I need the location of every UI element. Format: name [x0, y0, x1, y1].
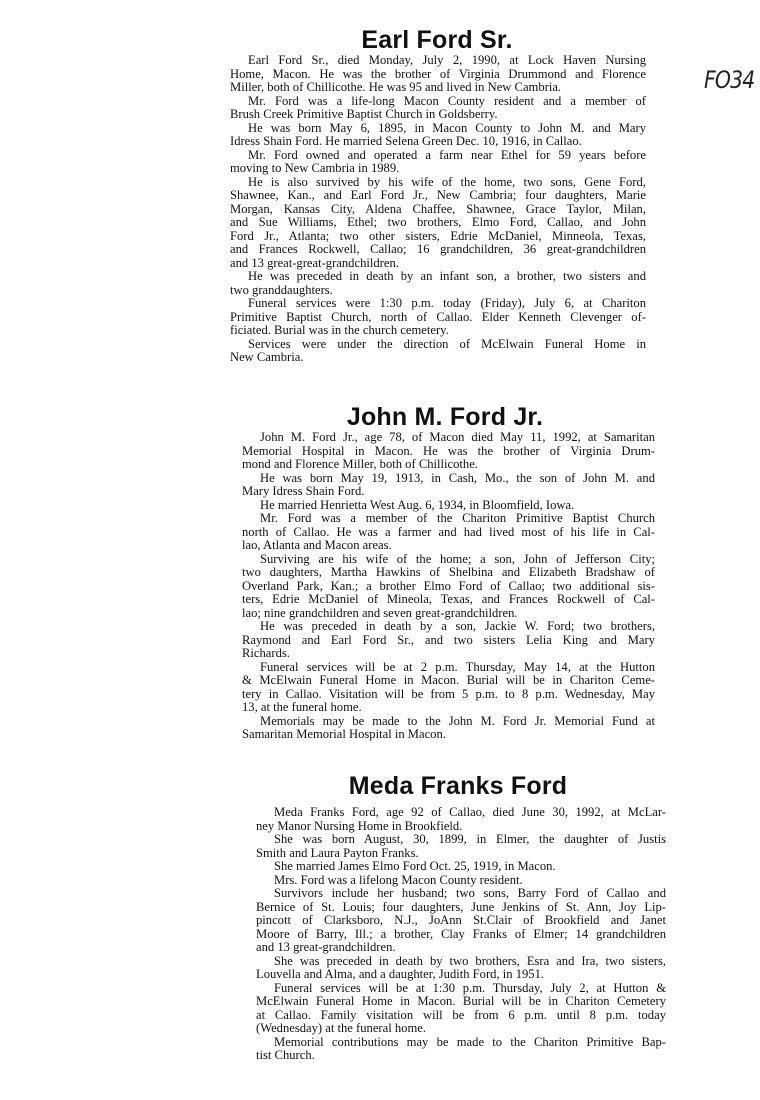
- text-line: Louvella and Alma, and a daughter, Judith Ford, in 1951.: [256, 968, 545, 981]
- text-line: Bernice of St. Louis; four daughters, June Jenkins of St. Ann, Joy Lip-: [256, 900, 666, 914]
- paragraph: [256, 887, 666, 955]
- obituary-body-john-ford: [242, 431, 655, 742]
- text-line: Funeral services will be at 2 p.m. Thursday, May 14, at the Hutton: [260, 660, 655, 674]
- text-line: Funeral services were 1:30 p.m. today (Friday), July 6, at Chariton: [248, 297, 646, 310]
- paragraph: [256, 874, 666, 888]
- paragraph: [256, 955, 666, 982]
- text-line: Miller, both of Chillicothe. He was 95 and lived in New Cambria.: [230, 81, 562, 94]
- text-line: 13, at the funeral home.: [242, 701, 362, 714]
- text-line: Raymond and Earl Ford Sr., and two sisters Lelia King and Mary: [242, 633, 655, 647]
- text-line: Primitive Baptist Church, north of Callao. Elder Kenneth Clevenger of-: [230, 310, 646, 324]
- text-line: lao; nine grandchildren and seven great-grandchildren.: [242, 606, 518, 620]
- paragraph: [256, 982, 666, 1036]
- text-line: He married Henrietta West Aug. 6, 1934, in Bloomfield, Iowa.: [260, 498, 575, 512]
- paragraph: [256, 806, 666, 833]
- text-line: She was preceded in death by two brothers, Esra and Ira, two sisters,: [274, 954, 666, 968]
- text-line: Mrs. Ford was a lifelong Macon County resident.: [274, 873, 523, 887]
- paragraph: [242, 472, 655, 499]
- text-line: Brush Creek Primitive Baptist Church in Goldsberry.: [230, 108, 498, 121]
- obituary-title-meda-ford: Meda Franks Ford: [348, 772, 568, 800]
- handwritten-file-code: FO34: [704, 66, 755, 94]
- text-line: McElwain Funeral Home in Macon. Burial will be in Chariton Cemetery: [256, 995, 666, 1008]
- paragraph: [230, 270, 646, 297]
- text-line: Ford Jr., Atlanta; two other sisters, Edrie McDaniel, Minneola, Texas,: [230, 229, 646, 243]
- paragraph: [230, 176, 646, 271]
- paragraph: [230, 338, 646, 365]
- text-line: north of Callao. He was a farmer and had lived most of his life in Cal-: [242, 525, 655, 539]
- text-line: Services were under the direction of McElwain Funeral Home in: [248, 337, 646, 351]
- text-line: ficiated. Burial was in the church cemetery.: [230, 324, 449, 337]
- paragraph: [242, 661, 655, 715]
- text-line: & McElwain Funeral Home in Macon. Burial will be in Chariton Ceme-: [242, 674, 655, 687]
- paragraph: [256, 1036, 666, 1063]
- text-line: Smith and Laura Payton Franks.: [256, 846, 419, 860]
- text-line: Mr. Ford owned and operated a farm near Ethel for 59 years before: [248, 148, 646, 162]
- text-line: Memorial contributions may be made to the Chariton Primitive Bap-: [274, 1035, 666, 1049]
- obituary-title-john-ford: John M. Ford Jr.: [346, 403, 544, 431]
- text-line: Overland Park, Kan.; a brother Elmo Ford of Callao; two additional sis-: [242, 579, 655, 593]
- text-line: Mr. Ford was a member of the Chariton Primitive Baptist Church: [260, 512, 655, 525]
- text-line: (Wednesday) at the funeral home.: [256, 1022, 426, 1035]
- text-line: She was born August, 30, 1899, in Elmer, the daughter of Justis: [274, 833, 666, 846]
- text-line: New Cambria.: [230, 351, 304, 364]
- text-line: Idress Shain Ford. He married Selena Green Dec. 10, 1916, in Callao.: [230, 135, 582, 148]
- text-line: He was born May 19, 1913, in Cash, Mo., the son of John M. and: [260, 471, 655, 485]
- text-line: ney Manor Nursing Home in Brookfield.: [256, 819, 463, 833]
- paragraph: [230, 122, 646, 149]
- text-line: He was preceded in death by an infant son, a brother, two sisters and: [248, 270, 646, 283]
- text-line: Morgan, Kansas City, Aldena Chaffee, Shawnee, Grace Taylor, Milan,: [230, 202, 646, 216]
- text-line: and Frances Rockwell, Callao; 16 grandchildren, 36 great-grandchildren: [230, 243, 646, 256]
- obituary-body-earl-ford: [230, 54, 646, 365]
- paragraph: [230, 95, 646, 122]
- text-line: moving to New Cambria in 1989.: [230, 162, 400, 175]
- paragraph: [256, 833, 666, 860]
- paragraph: [242, 431, 655, 472]
- text-line: Earl Ford Sr., died Monday, July 2, 1990, at Lock Haven Nursing: [248, 54, 646, 67]
- text-line: John M. Ford Jr., age 78, of Macon died May 11, 1992, at Samaritan: [260, 431, 655, 444]
- text-line: Home, Macon. He was the brother of Virginia Drummond and Florence: [230, 67, 646, 81]
- text-line: Surviving are his wife of the home; a son, John of Jefferson City;: [260, 552, 655, 566]
- text-line: He was born May 6, 1895, in Macon County to John M. and Mary: [248, 121, 646, 135]
- text-line: Shawnee, Kan., and Earl Ford Jr., New Cambria; four daughters, Marie: [230, 189, 646, 202]
- text-line: Memorials may be made to the John M. Ford Jr. Memorial Fund at: [260, 714, 655, 728]
- text-line: tist Church.: [256, 1049, 315, 1062]
- paragraph: [230, 297, 646, 338]
- text-line: pincott of Clarksboro, N.J., JoAnn St.Clair of Brookfield and Janet: [256, 914, 666, 927]
- paragraph: [230, 54, 646, 95]
- text-line: and Sue Williams, Ethel; two brothers, Elmo Ford, Callao, and John: [230, 216, 646, 229]
- text-line: Mr. Ford was a life-long Macon County resident and a member of: [248, 94, 646, 108]
- text-line: Survivors include her husband; two sons, Barry Ford of Callao and: [274, 887, 666, 900]
- text-line: and 13 great-great-grandchildren.: [230, 256, 399, 270]
- text-line: two granddaughters.: [230, 283, 333, 297]
- text-line: two daughters, Martha Hawkins of Shelbina and Elizabeth Bradshaw of: [242, 566, 655, 579]
- text-line: at Callao. Family visitation will be from 6 p.m. until 8 p.m. today: [256, 1008, 666, 1022]
- obituary-title-earl-ford: Earl Ford Sr.: [361, 26, 513, 54]
- paragraph: [242, 512, 655, 553]
- text-line: ters, Edrie McDaniel of Mineola, Texas, and Frances Rockwell of Cal-: [242, 593, 655, 606]
- text-line: Memorial Hospital in Macon. He was the brother of Virginia Drum-: [242, 444, 655, 458]
- paragraph: [242, 553, 655, 621]
- text-line: and 13 great-grandchildren.: [256, 941, 396, 954]
- text-line: Richards.: [242, 647, 290, 660]
- paragraph: [242, 499, 655, 513]
- paragraph: [256, 860, 666, 874]
- text-line: Samaritan Memorial Hospital in Macon.: [242, 728, 446, 741]
- paragraph: [242, 715, 655, 742]
- text-line: Funeral services will be at 1:30 p.m. Thursday, July 2, at Hutton &: [274, 981, 666, 995]
- text-line: He was preceded in death by a son, Jackie W. Ford; two brothers,: [260, 620, 655, 633]
- text-line: He is also survived by his wife of the home, two sons, Gene Ford,: [248, 175, 646, 189]
- paragraph: [230, 149, 646, 176]
- text-line: lao, Atlanta and Macon areas.: [242, 539, 392, 552]
- text-line: She married James Elmo Ford Oct. 25, 1919, in Macon.: [274, 860, 556, 873]
- text-line: mond and Florence Miller, both of Chillicothe.: [242, 458, 478, 471]
- obituary-body-meda-ford: [256, 806, 666, 1063]
- text-line: tery in Callao. Visitation will be from 5 p.m. to 8 p.m. Wednesday, May: [242, 687, 655, 701]
- text-line: Mary Idress Shain Ford.: [242, 485, 365, 498]
- text-line: Moore of Barry, Ill.; a brother, Clay Franks of Elmer; 14 grandchildren: [256, 927, 666, 941]
- text-line: Meda Franks Ford, age 92 of Callao, died June 30, 1992, at McLar-: [274, 806, 666, 819]
- paragraph: [242, 620, 655, 661]
